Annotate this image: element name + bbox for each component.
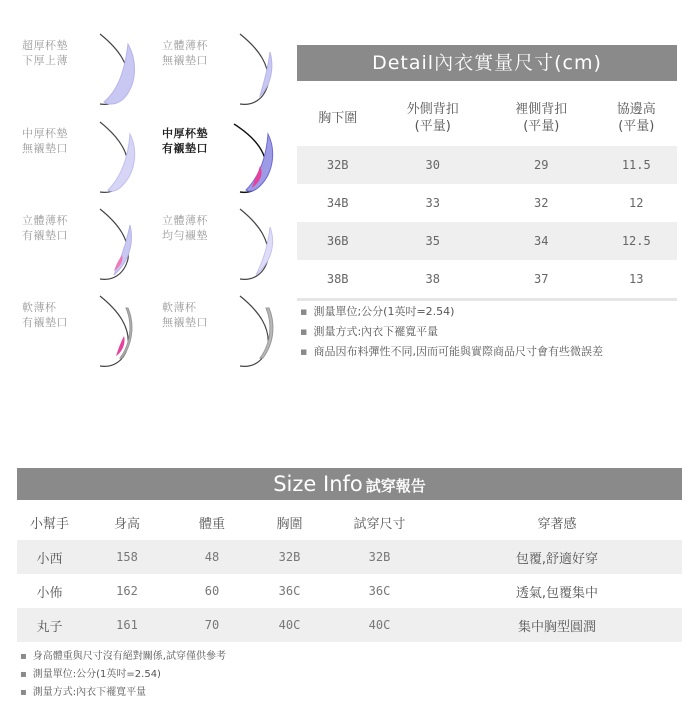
table-row [17, 608, 682, 642]
detail-title-bar [297, 45, 677, 81]
note-item: ▪ 測量單位:公分(1英吋=2.54) [20, 666, 226, 684]
cell: 11.5 [596, 146, 677, 184]
header-wearing-feel: 穿著感 [537, 516, 577, 532]
cell: 集中胸型圓潤 [432, 608, 682, 642]
cup-type-medium-pad-lining [162, 118, 302, 198]
cup-soft-thin-lining-icon [90, 292, 162, 372]
cell: 37 [534, 272, 549, 286]
cup-label: 軟薄杯 有襯墊口 [22, 301, 68, 329]
cell: 162 [116, 584, 138, 598]
header-outer-hook: 外側背扣 (平量) [406, 102, 459, 134]
cell: 12.5 [596, 222, 677, 260]
cell: 40C [252, 608, 327, 642]
cup-type-3d-thin-even [162, 205, 302, 285]
size-info-title-en: Size Info [273, 472, 363, 496]
header-underbust: 胸下圍 [318, 110, 358, 126]
size-info-notes [20, 648, 226, 702]
cell: 29 [487, 146, 596, 184]
cell: 32B [327, 540, 432, 574]
cup-type-soft-thin [162, 292, 302, 372]
cell: 小佈 [36, 585, 63, 601]
cup-label: 立體薄杯 有襯墊口 [22, 214, 68, 242]
detail-notes [300, 302, 603, 362]
header-inner-hook: 裡側背扣 (平量) [515, 102, 568, 134]
detail-size-table [297, 90, 677, 301]
cell: 30 [378, 146, 487, 184]
header-helper: 小幫手 [29, 516, 69, 532]
table-row [17, 574, 682, 608]
cell: 161 [82, 608, 172, 642]
cell: 32B [297, 146, 378, 184]
cup-label: 軟薄杯 無襯墊口 [162, 301, 208, 329]
detail-title-en: Detail [372, 52, 435, 74]
cell: 70 [172, 608, 252, 642]
note-item: ▪ 測量方式:內衣下襬寬平量 [300, 322, 603, 342]
cell: 32 [534, 196, 549, 210]
cell: 包覆,舒適好穿 [432, 540, 682, 574]
cell: 36C [368, 584, 391, 598]
size-info-title-bar [17, 468, 682, 500]
note-item: ▪ 測量方式:內衣下襬寬平量 [20, 684, 226, 702]
table-row [297, 222, 677, 260]
header-side-height: 協邊高 (平量) [616, 102, 656, 134]
table-bottom-rule [297, 298, 677, 301]
cell: 12 [629, 196, 644, 210]
cell: 36B [297, 222, 378, 260]
cell: 60 [204, 584, 220, 598]
note-item: ▪ 商品因布料彈性不同,因而可能與實際商品尺寸會有些微誤差 [300, 342, 603, 362]
table-row [297, 184, 677, 222]
cup-type-3d-thin-lining [22, 205, 162, 285]
cell: 38B [326, 272, 349, 286]
cell: 小西 [17, 540, 82, 574]
cup-type-thick-pad [22, 30, 162, 110]
note-item: ▪ 測量單位;公分(1英吋=2.54) [300, 302, 603, 322]
cup-3d-thin-icon [230, 30, 302, 110]
cup-label: 立體薄杯 均勻襯墊 [162, 214, 208, 242]
cell: 36C [278, 584, 301, 598]
cell: 158 [82, 540, 172, 574]
cup-medium-pad-lining-icon [230, 118, 302, 198]
cup-3d-thin-even-icon [230, 205, 302, 285]
table-header-row [297, 90, 677, 146]
table-header-row [17, 504, 682, 540]
cell: 40C [327, 608, 432, 642]
cell: 丸子 [17, 608, 82, 642]
cell: 34 [487, 222, 596, 260]
cup-thick-pad-icon [90, 30, 162, 110]
header-weight: 體重 [198, 516, 225, 532]
cell: 透氣,包覆集中 [515, 585, 599, 601]
cup-type-medium-pad-no-lining [22, 118, 162, 198]
table-row [297, 260, 677, 298]
detail-title-zh: 內衣實量尺寸(cm) [434, 52, 602, 74]
cup-soft-thin-icon [230, 292, 302, 372]
cell: 34B [326, 196, 349, 210]
cup-label: 中厚杯墊 無襯墊口 [22, 127, 68, 155]
size-info-title-zh: 試穿報告 [365, 477, 426, 495]
note-item: ▪ 身高體重與尺寸沒有絕對關係,試穿僅供參考 [20, 648, 226, 666]
size-info-table [17, 504, 682, 642]
cup-label: 立體薄杯 無襯墊口 [162, 39, 208, 67]
cell: 35 [378, 222, 487, 260]
cell: 38 [425, 272, 440, 286]
cell: 13 [629, 272, 644, 286]
cell: 33 [425, 196, 440, 210]
cell: 48 [172, 540, 252, 574]
cup-type-3d-thin [162, 30, 302, 110]
table-row [17, 540, 682, 574]
cup-label: 中厚杯墊 有襯墊口 [162, 127, 208, 155]
header-tried-size: 試穿尺寸 [353, 516, 406, 532]
cup-label: 超厚杯墊 下厚上薄 [22, 39, 68, 67]
cup-3d-thin-lining-icon [90, 205, 162, 285]
header-bust: 胸圍 [276, 516, 303, 532]
cup-medium-pad-icon [90, 118, 162, 198]
cell: 32B [252, 540, 327, 574]
cup-type-soft-thin-lining [22, 292, 162, 372]
header-height: 身高 [113, 516, 140, 532]
table-row [297, 146, 677, 184]
